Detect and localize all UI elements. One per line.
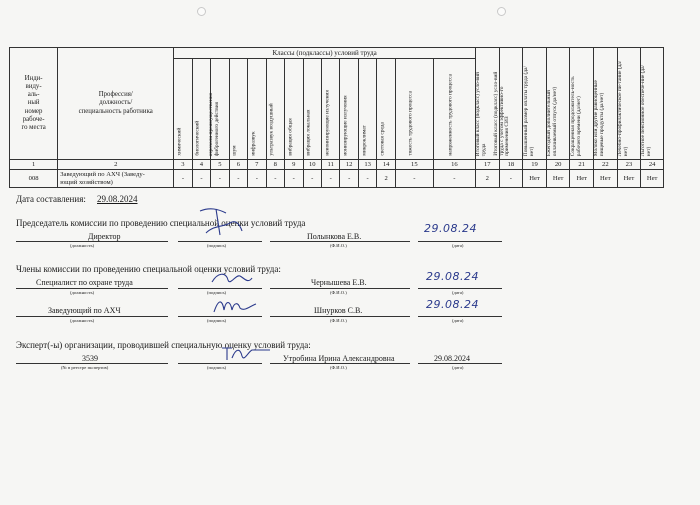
member-2-position: Заведующий по АХЧ [48,306,121,315]
column-number: 14 [377,160,395,170]
caption-signature: (подпись) [207,318,227,323]
column-number: 15 [395,160,433,170]
expert-title: Эксперт(-ы) организации, проводившей специальную оценку условий труда: [16,340,311,350]
punch-hole-right [497,7,506,16]
header-therapeutic-food: Лечебно-профилактическое пи-тание (да/нет) [617,48,641,160]
chair-date-handwritten: 29.08.24 [424,222,477,235]
chair-name: Полынкова Е.В. [307,232,362,241]
column-number: 21 [570,160,594,170]
member-1-position: Специалист по охране труда [36,278,133,287]
member-2-name: Шнурков С.В. [314,306,363,315]
caption-fio: (Ф.И.О.) [330,318,347,323]
table-cell: - [321,170,339,188]
header-factor-vibration-general: вибрация общая [285,59,303,160]
line [418,363,502,364]
workplace-number: 008 [10,170,58,188]
line [418,316,502,317]
table-cell: - [229,170,247,188]
column-number: 3 [174,160,192,170]
table-cell: - [340,170,358,188]
table-cell: - [433,170,475,188]
caption-date: (дата) [452,318,464,323]
punch-hole-left [197,7,206,16]
caption-position: (должность) [70,243,95,248]
table-cell: Нет [641,170,664,188]
header-factor-noise: шум [229,59,247,160]
column-number: 23 [617,160,641,170]
caption-date: (дата) [452,243,464,248]
line [16,363,168,364]
table-cell: - [499,170,523,188]
caption-position: (должность) [70,318,95,323]
caption-fio: (Ф.И.О.) [330,243,347,248]
table-cell: - [395,170,433,188]
header-factor-aerosols: аэрозоли преимущественно фиброгенного действия [211,59,229,160]
line [418,288,502,289]
caption-signature: (подпись) [207,365,227,370]
header-factor-nonionizing: неионизирующие излучения [321,59,339,160]
table-row [10,170,664,188]
table-cell: - [174,170,192,188]
header-factor-infrasound: инфразвук [248,59,266,160]
expert-signature-image [218,342,274,364]
table-cell: Нет [617,170,641,188]
chair-title: Председатель комиссии по проведению специальной оценки условий труда [16,218,306,228]
header-factor-severity: тяжесть трудового процесса [395,59,433,160]
members-title: Члены комиссии по проведению специальной оценки условий труда: [16,264,281,274]
table-cell: - [248,170,266,188]
date-compiled-value: 29.08.2024 [97,194,138,204]
caption-date: (дата) [452,290,464,295]
column-number: 7 [248,160,266,170]
column-number: 6 [229,160,247,170]
column-number: 10 [303,160,321,170]
column-number: 13 [358,160,376,170]
caption-fio: (Ф.И.О.) [330,290,347,295]
expert-name: Утробина Ирина Александровна [283,354,395,363]
column-number: 22 [594,160,618,170]
member-2-date-handwritten: 29.08.24 [426,298,479,311]
chair-position: Директор [88,232,121,241]
column-number: 4 [192,160,210,170]
expert-reg-number: 3539 [82,354,98,363]
table-cell: Нет [570,170,594,188]
header-extra-leave: Ежегодный дополнительный оплачиваемый отпуск (да/нет) [546,48,570,160]
line [16,241,168,242]
expert-date: 29.08.2024 [434,354,470,363]
chair-signature-image [196,205,246,241]
header-factor-vibration-local: вибрация локальная [303,59,321,160]
line [270,288,410,289]
table-cell: Нет [546,170,570,188]
caption-fio: (Ф.И.О.) [330,365,347,370]
line [270,241,410,242]
header-final-class: Итоговый класс (подкласс) усло-вий труда [475,48,499,160]
header-factor-intensity: напряженность трудового процесса [433,59,475,160]
header-milk: Молоко или другие равноценные пищевые продукты (да/нет) [594,48,618,160]
caption-signature: (подпись) [207,243,227,248]
column-number: 11 [321,160,339,170]
line [418,241,502,242]
column-number: 12 [340,160,358,170]
member-1-signature-image [208,268,256,290]
header-factor-ultrasound: ультразвук воздушный [266,59,284,160]
date-compiled-label: Дата составления: [16,194,86,204]
table-cell: - [266,170,284,188]
table-cell: - [211,170,229,188]
column-number: 18 [499,160,523,170]
line [16,316,168,317]
column-numbers-row [10,160,664,170]
table-cell: Нет [523,170,547,188]
column-number: 20 [546,160,570,170]
table-cell: Нет [594,170,618,188]
table-cell: - [192,170,210,188]
line [270,316,410,317]
header-factor-biological: биологический [192,59,210,160]
line [270,363,410,364]
workplace-profession: Заведующий по АХЧ (Заведу- ющий хозяйством) [58,170,174,188]
header-individual-number: Инди- виду- аль- ный номер рабоче- го места [10,48,58,160]
caption-date: (дата) [452,365,464,370]
header-short-hours: Сокращенная продолжитель-ность рабочего времени (да/нет) [570,48,594,160]
header-classes-group: Классы (подклассы) условий труда [174,48,476,59]
line [16,288,168,289]
caption-signature: (подпись) [207,290,227,295]
column-number: 9 [285,160,303,170]
header-factor-light: световая среда [377,59,395,160]
member-1-name: Чернышева Е.В. [311,278,367,287]
table-cell: 2 [475,170,499,188]
table-cell: - [358,170,376,188]
table-cell: - [285,170,303,188]
caption-position: (должность) [70,290,95,295]
column-number: 24 [641,160,664,170]
line [178,241,262,242]
column-number: 17 [475,160,499,170]
header-factor-chemical: химический [174,59,192,160]
member-1-date-handwritten: 29.08.24 [426,270,479,283]
header-pension: Льготное пенсионное обеспече-ние (да/нет) [641,48,664,160]
column-number: 19 [523,160,547,170]
header-profession: Профессия/ должность/ специальность работника [58,48,174,160]
table-cell: 2 [377,170,395,188]
table-cell: - [303,170,321,188]
header-factor-ionizing: ионизирующие излучения [340,59,358,160]
column-number: 1 [10,160,58,170]
column-number: 8 [266,160,284,170]
caption-reg: (№ в реестре экспертов) [61,365,109,370]
header-extra-pay: Повышенный размер оплаты труда (да/нет) [523,48,547,160]
header-factor-microclimate: микроклимат [358,59,376,160]
header-final-class-siz: Итоговый класс (подкласс) усло-вий труда с учетом эффективно-го применения СИЗ [499,48,523,160]
column-number: 16 [433,160,475,170]
column-number: 2 [58,160,174,170]
column-number: 5 [211,160,229,170]
member-2-signature-image [210,294,260,318]
sout-summary-table [9,47,664,188]
